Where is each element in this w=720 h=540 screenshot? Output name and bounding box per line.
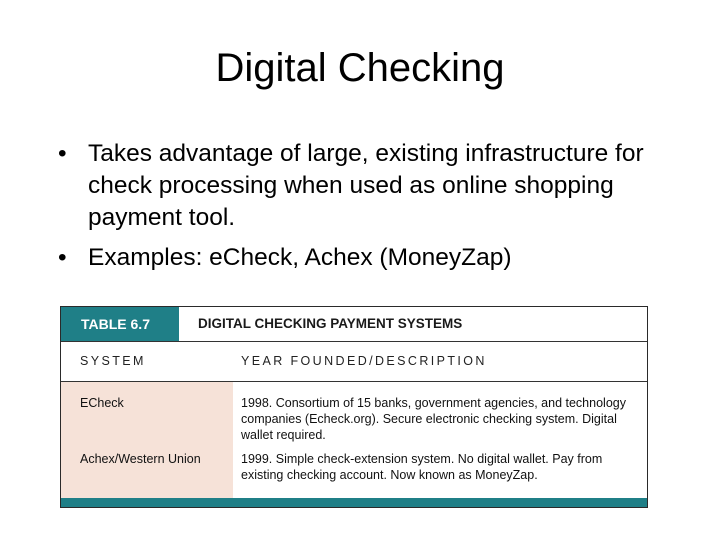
column-header-system: SYSTEM	[80, 354, 146, 368]
table-footer-bar	[61, 498, 647, 507]
table-cell-description: 1999. Simple check-extension system. No digital wallet. Pay from existing checking account. Now known as MoneyZap.	[241, 452, 603, 482]
bullet-text: Takes advantage of large, existing infrastructure for check processing when used as online shopping payment tool.	[88, 140, 644, 231]
bullet-item	[58, 242, 678, 274]
bullet-marker: •	[58, 244, 67, 271]
table-header-bar	[61, 307, 647, 341]
table-divider	[61, 341, 647, 342]
slide-title: Digital Checking	[215, 46, 505, 90]
table-cell-system: Achex/Western Union	[80, 452, 201, 466]
table-number: TABLE 6.7	[61, 307, 179, 341]
column-header-description: YEAR FOUNDED/DESCRIPTION	[241, 354, 487, 368]
digital-checking-table	[60, 306, 648, 508]
bullet-marker: •	[58, 140, 67, 167]
table-cell-system: ECheck	[80, 396, 124, 410]
table-name: DIGITAL CHECKING PAYMENT SYSTEMS	[198, 316, 463, 331]
table-cell-description: 1998. Consortium of 15 banks, government agencies, and technology companies (Echeck.org). Secure electronic checking system. Digital wallet required.	[241, 396, 626, 442]
bullet-list	[58, 138, 678, 282]
bullet-text: Examples: eCheck, Achex (MoneyZap)	[88, 244, 512, 271]
bullet-item	[58, 138, 678, 234]
